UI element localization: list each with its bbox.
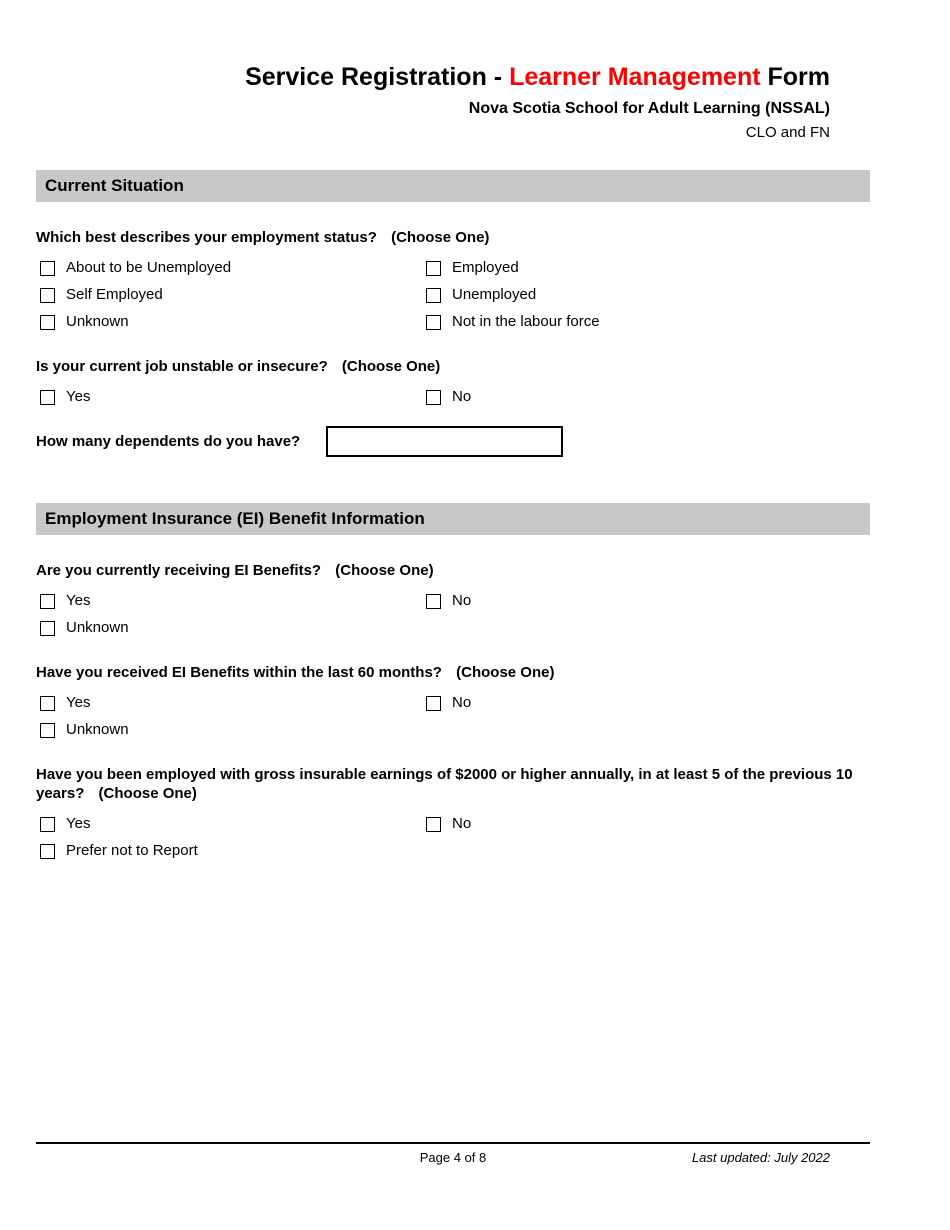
checkbox[interactable] <box>40 696 55 711</box>
dependents-input[interactable] <box>326 426 563 457</box>
option-not-in-labour-force[interactable] <box>426 313 870 331</box>
option-unknown[interactable] <box>40 619 426 637</box>
section-ei-benefit-information <box>36 503 870 860</box>
option-self-employed[interactable] <box>40 286 426 304</box>
form-header <box>36 0 830 142</box>
question-insurable-earnings <box>36 765 870 860</box>
option-unemployed[interactable] <box>426 286 870 304</box>
footer-divider <box>36 1142 870 1144</box>
receiving-ei-options <box>36 592 870 637</box>
checkbox[interactable] <box>426 261 441 276</box>
title-highlight: Learner Management <box>509 63 761 91</box>
question-text <box>36 357 870 376</box>
option-unknown[interactable] <box>40 721 426 739</box>
checkbox[interactable] <box>426 315 441 330</box>
title-suffix: Form <box>760 63 830 91</box>
checkbox[interactable] <box>40 621 55 636</box>
choose-one-hint: (Choose One) <box>335 562 434 579</box>
question-text <box>36 432 300 451</box>
organization-name: Nova Scotia School for Adult Learning (NSSAL) <box>468 100 830 117</box>
checkbox[interactable] <box>426 594 441 609</box>
option-label: No <box>452 388 472 405</box>
choose-one-hint: (Choose One) <box>98 785 197 802</box>
last-updated: Last updated: July 2022 <box>691 1150 830 1165</box>
checkbox[interactable] <box>40 844 55 859</box>
option-label: Prefer not to Report <box>66 842 198 859</box>
choose-one-hint: (Choose One) <box>391 229 490 246</box>
checkbox[interactable] <box>40 723 55 738</box>
checkbox[interactable] <box>426 817 441 832</box>
section-header-current-situation: Current Situation <box>36 170 870 202</box>
option-label: Not in the labour force <box>452 313 600 330</box>
option-yes[interactable] <box>40 815 426 833</box>
employment-status-options <box>36 259 870 331</box>
question-label: Are you currently receiving EI Benefits? <box>36 562 322 579</box>
option-label: Yes <box>66 592 91 609</box>
page-footer <box>36 1142 870 1166</box>
checkbox[interactable] <box>40 594 55 609</box>
checkbox[interactable] <box>40 315 55 330</box>
option-yes[interactable] <box>40 694 426 712</box>
question-text <box>36 765 870 803</box>
option-label: Unknown <box>66 721 129 738</box>
question-employment-status <box>36 228 870 331</box>
option-label: No <box>452 592 472 609</box>
option-prefer-not-to-report[interactable] <box>40 842 426 860</box>
option-label: Yes <box>66 388 91 405</box>
option-no[interactable] <box>426 388 870 406</box>
page-title <box>36 62 830 92</box>
title-prefix: Service Registration - <box>245 63 510 91</box>
question-label: Is your current job unstable or insecure? <box>36 358 328 375</box>
checkbox[interactable] <box>40 817 55 832</box>
page-number: Page 4 of 8 <box>419 1150 487 1165</box>
question-label: How many dependents do you have? <box>36 433 301 450</box>
ei-last-60-months-options <box>36 694 870 739</box>
section-current-situation <box>36 170 870 457</box>
choose-one-hint: (Choose One) <box>456 664 555 681</box>
choose-one-hint: (Choose One) <box>341 358 441 375</box>
checkbox[interactable] <box>40 390 55 405</box>
question-job-unstable <box>36 357 870 406</box>
checkbox[interactable] <box>426 696 441 711</box>
option-label: Unknown <box>66 619 129 636</box>
option-label: No <box>452 694 472 711</box>
option-no[interactable] <box>426 592 870 610</box>
section-header-ei-benefit: Employment Insurance (EI) Benefit Information <box>36 503 870 535</box>
option-label: About to be Unemployed <box>66 259 232 276</box>
program-label: CLO and FN <box>745 124 830 141</box>
checkbox[interactable] <box>426 390 441 405</box>
question-text <box>36 561 870 580</box>
question-text <box>36 228 870 247</box>
option-label: No <box>452 815 472 832</box>
option-label: Yes <box>66 694 91 711</box>
option-label: Employed <box>452 259 519 276</box>
option-unknown[interactable] <box>40 313 426 331</box>
question-label: Have you received EI Benefits within the last 60 months? <box>36 664 442 681</box>
option-no[interactable] <box>426 694 870 712</box>
question-dependents <box>36 426 870 457</box>
question-text <box>36 663 870 682</box>
option-yes[interactable] <box>40 388 426 406</box>
insurable-earnings-options <box>36 815 870 860</box>
option-label: Self Employed <box>66 286 163 303</box>
job-unstable-options <box>36 388 870 406</box>
question-label: Which best describes your employment status? <box>36 229 377 246</box>
option-yes[interactable] <box>40 592 426 610</box>
option-employed[interactable] <box>426 259 870 277</box>
footer-row <box>36 1150 870 1166</box>
option-label: Yes <box>66 815 91 832</box>
checkbox[interactable] <box>40 288 55 303</box>
option-label: Unknown <box>66 313 129 330</box>
option-label: Unemployed <box>452 286 537 303</box>
question-label: Have you been employed with gross insurable earnings of $2000 or higher annually, in at least 5 of the previous 10 years? <box>36 766 853 802</box>
option-about-to-be-unemployed[interactable] <box>40 259 426 277</box>
checkbox[interactable] <box>426 288 441 303</box>
checkbox[interactable] <box>40 261 55 276</box>
option-no[interactable] <box>426 815 870 833</box>
question-receiving-ei <box>36 561 870 637</box>
question-ei-last-60-months <box>36 663 870 739</box>
